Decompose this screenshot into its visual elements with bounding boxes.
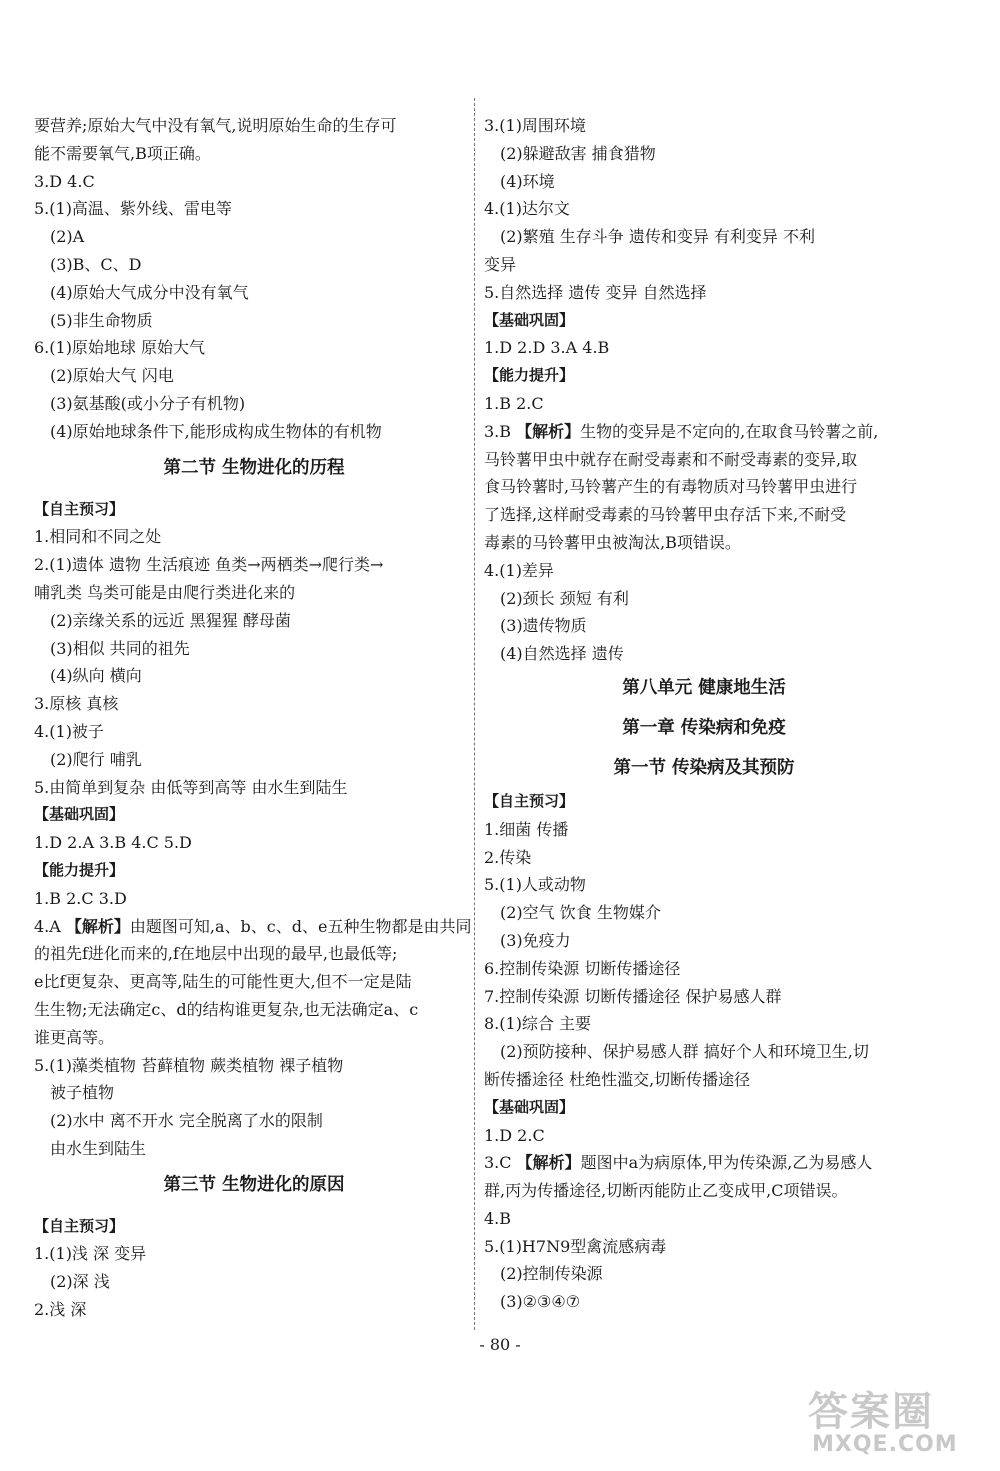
column-divider bbox=[474, 98, 475, 1330]
answer-line: (2)爬行 哺乳 bbox=[50, 749, 142, 769]
answer-line: 3.D 4.C bbox=[34, 171, 95, 191]
page-number: - 80 - bbox=[479, 1335, 521, 1354]
answer-line: 2.传染 bbox=[484, 847, 532, 867]
answer-line: 谁更高等。 bbox=[34, 1027, 115, 1047]
answer-line: 断传播途径 杜绝性滥交,切断传播途径 bbox=[484, 1069, 751, 1089]
answer-line: 5.(1)高温、紫外线、雷电等 bbox=[34, 199, 232, 219]
section-tag: 【自主预习】 bbox=[34, 1216, 125, 1235]
answer-number: 4.A bbox=[34, 916, 66, 936]
answer-line: (2)预防接种、保护易感人群 搞好个人和环境卫生,切 bbox=[500, 1042, 869, 1062]
right-column bbox=[484, 112, 924, 1316]
answer-text: 生物的变异是不定向的,在取食马铃薯之前, bbox=[580, 421, 879, 441]
section-tag: 【自主预习】 bbox=[34, 499, 125, 518]
watermark-text-bottom: MXQE.COM bbox=[812, 1432, 958, 1457]
answer-line bbox=[484, 1149, 924, 1177]
answer-text: 由题图可知,a、b、c、d、e五种生物都是由共同 bbox=[129, 916, 472, 936]
answer-line: 生生物;无法确定c、d的结构谁更复杂,也无法确定a、c bbox=[34, 999, 419, 1019]
answer-line: 4.B bbox=[484, 1208, 512, 1228]
answer-line: 变异 bbox=[484, 254, 517, 274]
answer-line: 8.(1)综合 主要 bbox=[484, 1014, 592, 1034]
answer-line: (3)氨基酸(或小分子有机物) bbox=[50, 393, 246, 413]
answer-line: 6.(1)原始地球 原始大气 bbox=[34, 338, 206, 358]
answer-line: 5.(1)藻类植物 苔藓植物 蕨类植物 裸子植物 bbox=[34, 1055, 344, 1075]
answer-line: (3)②③④⑦ bbox=[500, 1292, 581, 1312]
answer-line: (2)繁殖 生存斗争 遗传和变异 有利变异 不利 bbox=[500, 227, 816, 247]
answer-line: 7.控制传染源 切断传播途径 保护易感人群 bbox=[484, 986, 782, 1006]
answer-line: 1.细菌 传播 bbox=[484, 819, 569, 839]
answer-line: (2)控制传染源 bbox=[500, 1264, 603, 1284]
answer-line: 2.浅 深 bbox=[34, 1300, 87, 1320]
answer-line: 4.(1)被子 bbox=[34, 721, 104, 741]
section-heading: 第三节 生物进化的原因 bbox=[163, 1174, 345, 1195]
answer-line: 1.B 2.C 3.D bbox=[34, 888, 127, 908]
analysis-label: 【解析】 bbox=[516, 1153, 581, 1173]
answer-line: 3.原核 真核 bbox=[34, 694, 119, 714]
watermark-logo bbox=[808, 1380, 988, 1460]
answer-line: 2.(1)遗体 遗物 生活痕迹 鱼类→两栖类→爬行类→ bbox=[34, 555, 384, 575]
answer-number: 3.B bbox=[484, 421, 517, 441]
answer-line: (2)原始大气 闪电 bbox=[50, 366, 174, 386]
answer-line: 1.B 2.C bbox=[484, 393, 544, 413]
answer-line: (2)躲避敌害 捕食猎物 bbox=[500, 143, 656, 163]
section-tag: 【自主预习】 bbox=[484, 791, 575, 810]
answer-line: 1.(1)浅 深 变异 bbox=[34, 1244, 147, 1264]
answer-line: 5.由简单到复杂 由低等到高等 由水生到陆生 bbox=[34, 777, 348, 797]
answer-line: (3)B、C、D bbox=[50, 254, 142, 274]
answer-line: (2)空气 饮食 生物媒介 bbox=[500, 903, 661, 923]
answer-line bbox=[34, 913, 474, 941]
section-tag: 【基础巩固】 bbox=[484, 1097, 575, 1116]
section-tag: 【能力提升】 bbox=[34, 860, 125, 879]
answer-line: 1.D 2.C bbox=[484, 1125, 545, 1145]
answer-text: 题图中a为病原体,甲为传染源,乙为易感人 bbox=[580, 1153, 873, 1173]
answer-line: (3)相似 共同的祖先 bbox=[50, 638, 190, 658]
answer-line: 能不需要氧气,B项正确。 bbox=[34, 143, 211, 163]
answer-line: 食马铃薯时,马铃薯产生的有毒物质对马铃薯甲虫进行 bbox=[484, 477, 858, 497]
answer-line: 毒素的马铃薯甲虫被淘汰,B项错误。 bbox=[484, 532, 741, 552]
left-column bbox=[34, 112, 474, 1324]
answer-line: (4)自然选择 遗传 bbox=[500, 644, 624, 664]
section-heading: 第八单元 健康地生活 bbox=[622, 677, 786, 698]
answer-line: 被子植物 bbox=[50, 1083, 115, 1103]
answer-line: 3.(1)周围环境 bbox=[484, 116, 586, 135]
answer-line: 6.控制传染源 切断传播途径 bbox=[484, 958, 681, 978]
watermark-text-top: 答案圈 bbox=[808, 1389, 934, 1435]
answer-line: 马铃薯甲虫中就存在耐受毒素和不耐受毒素的变异,取 bbox=[484, 449, 858, 469]
answer-line: (2)A bbox=[50, 227, 85, 247]
answer-line: (4)原始大气成分中没有氧气 bbox=[50, 282, 249, 302]
answer-line: 5.(1)人或动物 bbox=[484, 875, 586, 895]
answer-line: (4)环境 bbox=[500, 171, 555, 191]
answer-line: 1.D 2.D 3.A 4.B bbox=[484, 338, 610, 358]
section-tag: 【能力提升】 bbox=[484, 366, 575, 385]
answer-line: (4)原始地球条件下,能形成构成生物体的有机物 bbox=[50, 421, 382, 441]
section-heading: 第一节 传染病及其预防 bbox=[613, 757, 795, 778]
answer-line: 4.(1)达尔文 bbox=[484, 199, 570, 219]
answer-line: (3)遗传物质 bbox=[500, 616, 587, 636]
answer-line: 由水生到陆生 bbox=[50, 1138, 147, 1158]
answer-line: (2)颈长 颈短 有利 bbox=[500, 588, 629, 608]
answer-line: (5)非生命物质 bbox=[50, 310, 153, 330]
section-tag: 【基础巩固】 bbox=[34, 805, 125, 824]
answer-line: (2)水中 离不开水 完全脱离了水的限制 bbox=[50, 1111, 323, 1131]
answer-line: 群,丙为传播途径,切断丙能防止乙变成甲,C项错误。 bbox=[484, 1181, 848, 1201]
answer-line: 要营养;原始大气中没有氧气,说明原始生命的生存可 bbox=[34, 116, 397, 135]
answer-line: (4)纵向 横向 bbox=[50, 666, 142, 686]
section-tag: 【基础巩固】 bbox=[484, 310, 575, 329]
section-heading: 第一章 传染病和免疫 bbox=[622, 717, 786, 738]
answer-line bbox=[484, 418, 924, 446]
answer-line: 的祖先f进化而来的,f在地层中出现的最早,也最低等; bbox=[34, 944, 398, 964]
answer-line: 5.(1)H7N9型禽流感病毒 bbox=[484, 1236, 667, 1256]
answer-line: 5.自然选择 遗传 变异 自然选择 bbox=[484, 282, 707, 302]
answer-line: (3)免疫力 bbox=[500, 930, 571, 950]
section-heading: 第二节 生物进化的历程 bbox=[163, 457, 345, 478]
analysis-label: 【解析】 bbox=[516, 421, 581, 441]
answer-line: 哺乳类 鸟类可能是由爬行类进化来的 bbox=[34, 582, 296, 602]
answer-line: 1.相同和不同之处 bbox=[34, 527, 162, 547]
answer-line: 了选择,这样耐受毒素的马铃薯甲虫存活下来,不耐受 bbox=[484, 505, 847, 525]
answer-line: e比f更复杂、更高等,陆生的可能性更大,但不一定是陆 bbox=[34, 972, 412, 992]
answer-line: 1.D 2.A 3.B 4.C 5.D bbox=[34, 833, 192, 853]
answer-line: (2)深 浅 bbox=[50, 1272, 110, 1292]
answer-line: 4.(1)差异 bbox=[484, 560, 554, 580]
answer-number: 3.C bbox=[484, 1153, 517, 1173]
analysis-label: 【解析】 bbox=[65, 916, 130, 936]
answer-line: (2)亲缘关系的远近 黑猩猩 酵母菌 bbox=[50, 610, 291, 630]
